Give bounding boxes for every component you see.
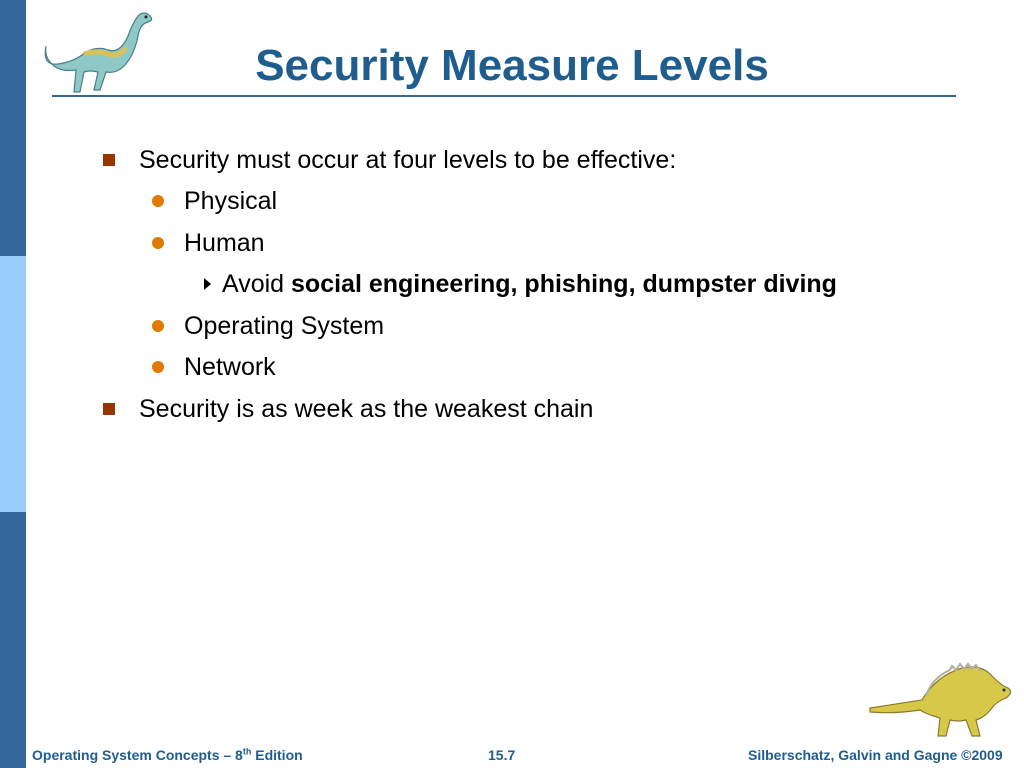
bullet-text: Human — [184, 229, 265, 257]
bullet-text: Physical — [184, 187, 278, 215]
page-title: Security Measure Levels — [255, 41, 769, 90]
footer-edition: Edition — [251, 747, 303, 763]
bullet-text: Operating System — [184, 312, 385, 340]
square-bullet-icon — [103, 403, 115, 415]
round-bullet-icon — [152, 237, 164, 249]
round-bullet-icon — [152, 195, 164, 207]
round-bullet-icon — [152, 320, 164, 332]
footer-authors: Silberschatz, Galvin and Gagne ©2009 — [748, 747, 1003, 763]
triangle-bullet-icon — [204, 278, 211, 290]
round-bullet-icon — [152, 361, 164, 373]
footer-book-title — [32, 744, 303, 766]
bullet-emphasis: social engineering, phishing, dumpster diving — [291, 270, 837, 298]
footer-book-name: Operating System Concepts – 8 — [32, 747, 243, 763]
title-underline — [52, 95, 956, 97]
bullet-text: Security must occur at four levels to be effective: — [139, 146, 677, 174]
dinosaur-icon — [866, 656, 1016, 740]
footer-superscript: th — [242, 746, 252, 757]
square-bullet-icon — [103, 154, 115, 166]
bullet-text: Network — [184, 353, 276, 381]
page-number: 15.7 — [488, 747, 516, 763]
bullet-prefix: Avoid — [222, 270, 292, 298]
sidebar-middle-band — [0, 256, 26, 512]
bullet-text: Security is as week as the weakest chain — [139, 395, 594, 423]
sidebar-bottom-band — [0, 512, 26, 768]
bullet-text — [222, 267, 837, 301]
